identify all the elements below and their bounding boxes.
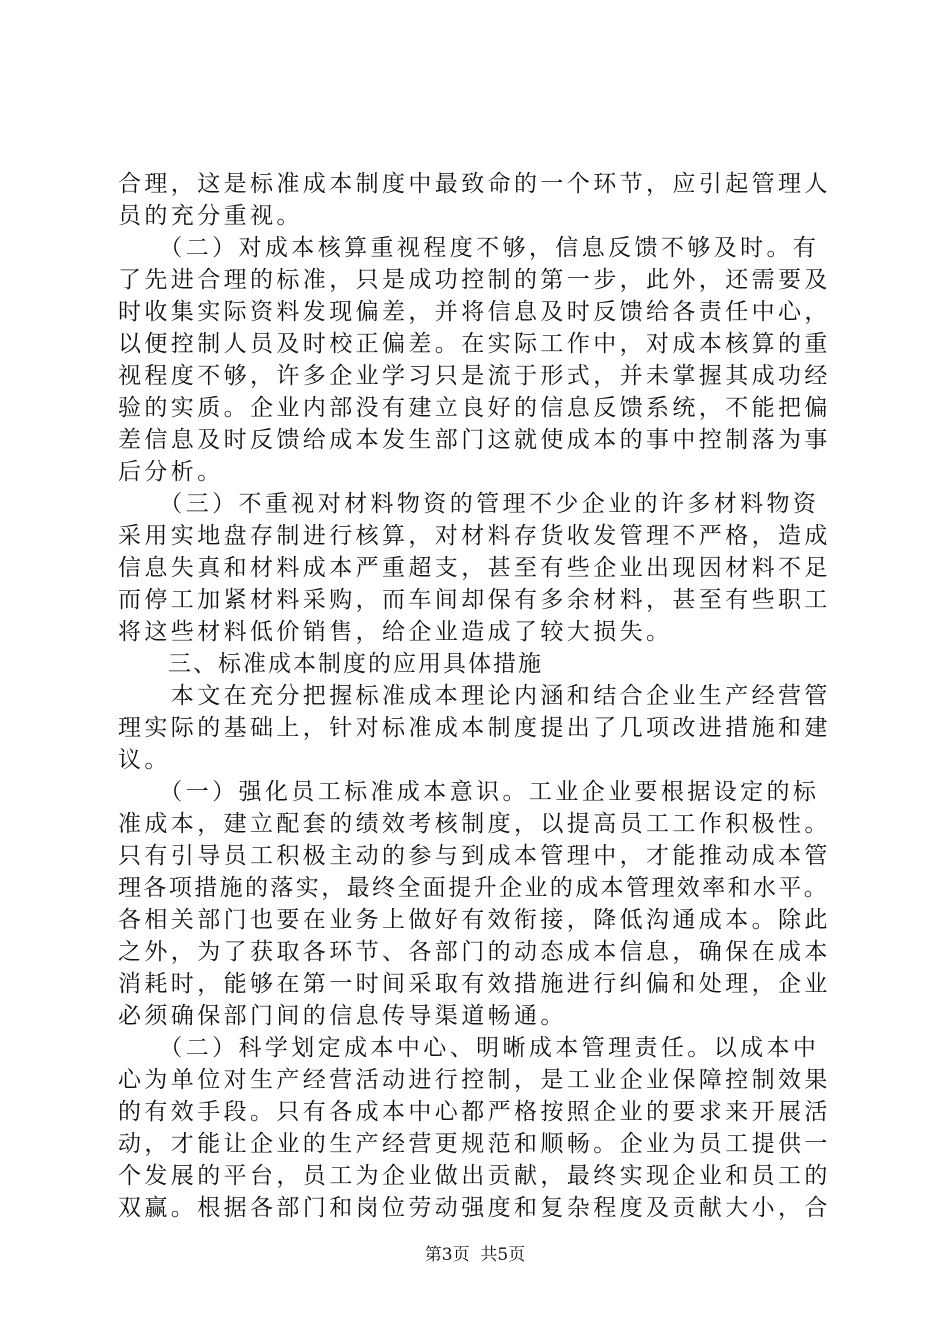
text-line: 心为单位对生产经营活动进行控制，是工业企业保障控制效果 [118,1067,831,1093]
text-line: 只有引导员工积极主动的参与到成本管理中，才能推动成本管 [118,843,831,869]
text-line: 三、标准成本制度的应用具体措施 [118,651,543,677]
text-line: 以便控制人员及时校正偏差。在实际工作中，对成本核算的重 [118,331,831,357]
text-line: 视程度不够，许多企业学习只是流于形式，并未掌握其成功经 [118,363,831,389]
text-line: 验的实质。企业内部没有建立良好的信息反馈系统，不能把偏 [118,395,831,421]
text-line: 必须确保部门间的信息传导渠道畅通。 [118,1003,567,1029]
text-line: 准成本，建立配套的绩效考核制度，以提高员工工作积极性。 [118,811,831,837]
text-line: （二）对成本核算重视程度不够，信息反馈不够及时。有 [118,235,820,261]
text-line: 个发展的平台，员工为企业做出贡献，最终实现企业和员工的 [118,1163,831,1189]
text-line: 动，才能让企业的生产经营更规范和顺畅。企业为员工提供一 [118,1131,831,1157]
text-line: 双赢。根据各部门和岗位劳动强度和复杂程度及贡献大小，合 [118,1195,831,1221]
text-line: （三）不重视对材料物资的管理不少企业的许多材料物资 [118,491,820,517]
text-line: 议。 [118,747,171,773]
text-line: 理各项措施的落实，最终全面提升企业的成本管理效率和水平。 [118,875,830,901]
text-line: （二）科学划定成本中心、明晰成本管理责任。以成本中 [118,1035,820,1061]
text-line: 信息失真和材料成本严重超支，甚至有些企业出现因材料不足 [118,555,831,581]
text-line: 之外，为了获取各环节、各部门的动态成本信息，确保在成本 [118,939,831,965]
text-line: 了先进合理的标准，只是成功控制的第一步，此外，还需要及 [118,267,831,293]
text-line: 员的充分重视。 [118,203,303,229]
text-line: （一）强化员工标准成本意识。工业企业要根据设定的标 [118,779,820,805]
text-line: 的有效手段。只有各成本中心都严格按照企业的要求来开展活 [118,1099,831,1125]
text-line: 各相关部门也要在业务上做好有效衔接，降低沟通成本。除此 [118,907,831,933]
text-line: 消耗时，能够在第一时间采取有效措施进行纠偏和处理，企业 [118,971,831,997]
page-footer: 第3页 共5页 [424,1245,526,1265]
text-line: 时收集实际资料发现偏差，并将信息及时反馈给各责任中心， [118,299,831,325]
text-line: 而停工加紧材料采购，而车间却保有多余材料，甚至有些职工 [118,587,831,613]
text-line: 差信息及时反馈给成本发生部门这就使成本的事中控制落为事 [118,427,831,453]
body-text [118,168,833,1224]
text-line: 理实际的基础上，针对标准成本制度提出了几项改进措施和建 [118,715,831,741]
text-line: 本文在充分把握标准成本理论内涵和结合企业生产经营管 [118,683,831,709]
text-line: 将这些材料低价销售，给企业造成了较大损失。 [118,619,673,645]
text-line: 合理，这是标准成本制度中最致命的一个环节，应引起管理人 [118,171,831,197]
text-line: 采用实地盘存制进行核算，对材料存货收发管理不严格，造成 [118,523,831,549]
text-line: 后分析。 [118,459,224,485]
